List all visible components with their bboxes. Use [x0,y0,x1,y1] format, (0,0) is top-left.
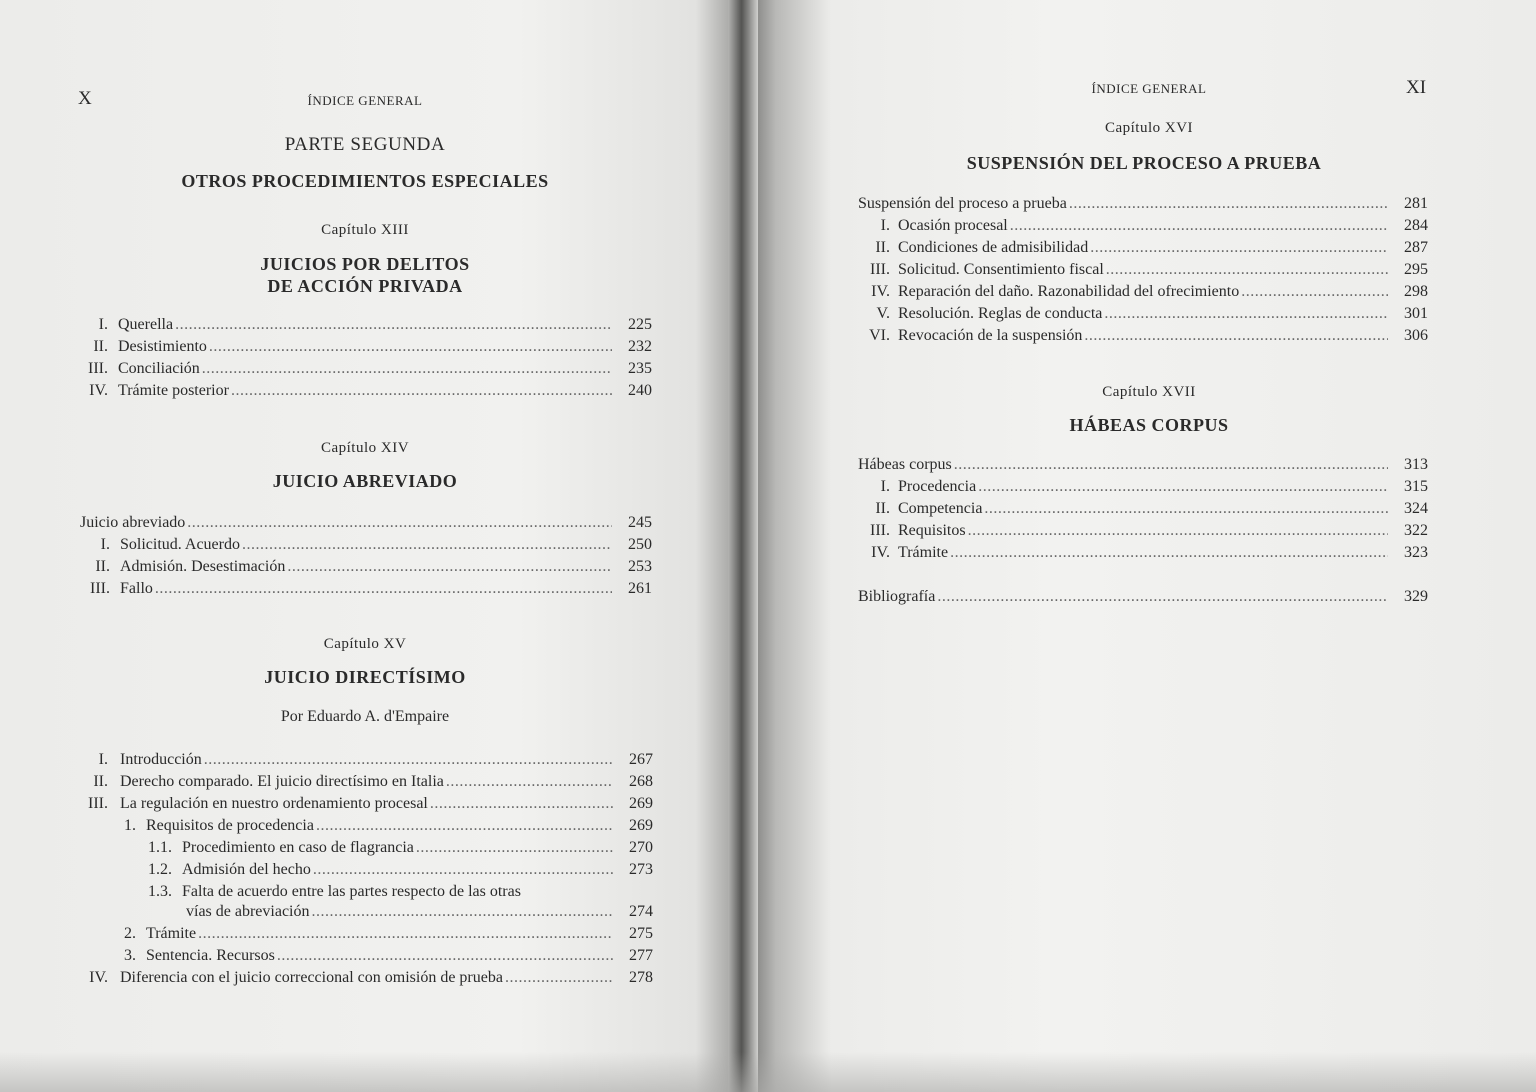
toc-entry-number: V. [876,305,890,322]
chapter-15-toc [80,749,653,989]
toc-entry [80,923,653,945]
toc-entry-number: 1.1. [148,839,172,856]
toc-entry-text: Fallo [120,580,153,597]
chapter-16-title: SUSPENSIÓN DEL PROCESO A PRUEBA [966,153,1322,173]
chapter-17-toc [858,454,1428,564]
chapter-13-title-line2: DE ACCIÓN PRIVADA [267,276,463,296]
toc-entry [80,881,653,901]
toc-entry [858,325,1428,347]
chapter-17-title: HÁBEAS CORPUS [1069,415,1229,435]
toc-entry [858,498,1428,520]
chapter-13-toc [80,314,652,402]
toc-entry-page: 278 [629,969,653,986]
toc-entry-continuation [80,901,653,923]
toc-entry-text: Conciliación [118,360,200,377]
toc-entry [80,534,652,556]
toc-entry-text: Requisitos [898,522,966,539]
toc-entry-page: 261 [628,580,652,597]
toc-entry-page: 281 [1404,195,1428,212]
toc-entry-text: Revocación de la suspensión [898,327,1083,344]
toc-entry-page: 284 [1404,217,1428,234]
toc-entry [858,303,1428,325]
chapter-16-label: Capítulo XVI [1104,120,1194,136]
toc-entry-number: II. [875,239,890,256]
toc-entry [80,771,653,793]
toc-entry-text: Trámite [898,544,949,561]
toc-entry [80,556,652,578]
toc-entry-text: Reparación del daño. Razonabilidad del ofrecimiento [898,283,1240,300]
toc-entry-text: vías de abreviación [186,903,310,920]
toc-entry [80,749,653,771]
chapter-15-label: Capítulo XV [323,636,407,652]
chapter-14-toc [80,512,652,600]
toc-entry-page: 301 [1404,305,1428,322]
toc-entry-page: 329 [1404,588,1428,605]
toc-entry-number: 3. [124,947,136,964]
toc-entry-page: 287 [1404,239,1428,256]
toc-entry-number: II. [95,558,110,575]
toc-entry-page: 225 [628,316,652,333]
toc-entry [858,237,1428,259]
toc-entry-text: Sentencia. Recursos [146,947,275,964]
toc-entry-text: Admisión. Desestimación [120,558,286,575]
right-page [744,0,1536,1092]
toc-entry-number: I. [98,751,108,768]
toc-entry-page: 323 [1404,544,1428,561]
toc-entry-text: Trámite posterior [118,382,229,399]
toc-entry-number: 1. [124,817,136,834]
toc-entry-text: Procedencia [898,478,977,495]
running-head-right: ÍNDICE GENERAL [1091,81,1207,96]
toc-entry-text: Bibliografía [858,588,936,605]
toc-entry-number: III. [90,580,110,597]
toc-entry-text: Requisitos de procedencia [146,817,314,834]
book-gutter [728,0,758,1092]
toc-entry-text: Desistimiento [118,338,207,355]
toc-entry-number: I. [880,478,890,495]
toc-entry-page: 273 [629,861,653,878]
toc-entry-text: Admisión del hecho [182,861,311,878]
toc-entry-page: 267 [629,751,653,768]
toc-entry [858,542,1428,564]
toc-entry [858,520,1428,542]
toc-entry-page: 270 [629,839,653,856]
toc-entry-page: 306 [1404,327,1428,344]
toc-entry-number: 1.2. [148,861,172,878]
chapter-16-toc [858,193,1428,347]
toc-entry-page: 298 [1404,283,1428,300]
toc-entry-page: 232 [628,338,652,355]
toc-entry-number: II. [93,338,108,355]
toc-entry [80,314,652,336]
toc-entry-page: 240 [628,382,652,399]
toc-entry-number: II. [875,500,890,517]
page-bottom-shadow [0,1052,1536,1092]
toc-entry [80,512,652,534]
chapter-13-label: Capítulo XIII [321,222,409,238]
page-number-right: XI [1406,77,1427,98]
toc-entry [80,967,653,989]
page-number-left: X [78,88,92,109]
toc-entry-number: IV. [871,544,890,561]
toc-entry-page: 268 [629,773,653,790]
toc-entry-number: II. [93,773,108,790]
toc-entry [858,454,1428,476]
toc-entry-page: 277 [629,947,653,964]
toc-entry [80,837,653,859]
toc-entry-number: IV. [871,283,890,300]
chapter-15-title: JUICIO DIRECTÍSIMO [264,667,466,687]
toc-entry-text: Juicio abreviado [80,514,186,531]
toc-entry [80,859,653,881]
toc-entry-number: III. [870,261,890,278]
toc-entry-number: III. [870,522,890,539]
toc-entry [858,586,1428,608]
toc-entry-page: 313 [1404,456,1428,473]
toc-entry-text: Falta de acuerdo entre las partes respecto de las otras [182,883,521,900]
toc-entry [80,358,652,380]
toc-entry [858,476,1428,498]
toc-entry [858,281,1428,303]
toc-entry-text: Hábeas corpus [858,456,952,473]
toc-entry-number: 2. [124,925,136,942]
toc-entry-page: 295 [1404,261,1428,278]
toc-entry-text: Procedimiento en caso de flagrancia [182,839,414,856]
toc-entry-text: Resolución. Reglas de conducta [898,305,1103,322]
toc-entry-text: Introducción [120,751,202,768]
toc-entry-page: 274 [629,903,653,920]
running-head-left: ÍNDICE GENERAL [307,93,423,108]
toc-entry-page: 269 [629,817,653,834]
toc-entry-number: III. [88,795,108,812]
toc-entry-text: Ocasión procesal [898,217,1008,234]
toc-entry [80,380,652,402]
toc-entry-text: Derecho comparado. El juicio directísimo en Italia [120,773,444,790]
toc-entry-number: VI. [869,327,890,344]
toc-entry-page: 324 [1404,500,1428,517]
toc-entry-page: 275 [629,925,653,942]
toc-entry [80,793,653,815]
toc-entry-page: 315 [1404,478,1428,495]
toc-entry [858,193,1428,215]
chapter-14-title: JUICIO ABREVIADO [272,471,458,491]
toc-entry [80,578,652,600]
toc-entry-text: La regulación en nuestro ordenamiento procesal [120,795,428,812]
toc-entry-text: Querella [118,316,174,333]
chapter-17-label: Capítulo XVII [1102,384,1196,400]
toc-entry-text: Diferencia con el juicio correccional con omisión de prueba [120,969,503,986]
toc-entry-text: Solicitud. Consentimiento fiscal [898,261,1104,278]
toc-entry-page: 250 [628,536,652,553]
toc-entry [80,945,653,967]
toc-entry-page: 253 [628,558,652,575]
toc-entry-text: Trámite [146,925,197,942]
part-subtitle: OTROS PROCEDIMIENTOS ESPECIALES [181,171,549,191]
chapter-14-label: Capítulo XIV [320,440,410,456]
left-page [0,0,740,1092]
toc-entry-number: I. [100,536,110,553]
toc-entry-number: III. [88,360,108,377]
toc-entry-number: IV. [89,382,108,399]
chapter-13-title-line1: JUICIOS POR DELITOS [260,254,470,274]
toc-entry [80,336,652,358]
bibliography-toc [858,586,1428,608]
toc-entry-page: 269 [629,795,653,812]
toc-entry-number: I. [98,316,108,333]
toc-entry-text: Suspensión del proceso a prueba [858,195,1067,212]
toc-entry-text: Condiciones de admisibilidad [898,239,1089,256]
toc-entry-text: Solicitud. Acuerdo [120,536,240,553]
toc-entry-page: 245 [628,514,652,531]
toc-entry [80,815,653,837]
part-title: PARTE SEGUNDA [284,134,446,155]
toc-entry-number: I. [880,217,890,234]
chapter-15-byline: Por Eduardo A. d'Empaire [280,708,450,725]
toc-entry-number: IV. [89,969,108,986]
toc-entry-page: 235 [628,360,652,377]
toc-entry [858,215,1428,237]
toc-entry [858,259,1428,281]
toc-entry-text: Competencia [898,500,983,517]
toc-entry-number: 1.3. [148,883,172,900]
toc-entry-page: 322 [1404,522,1428,539]
